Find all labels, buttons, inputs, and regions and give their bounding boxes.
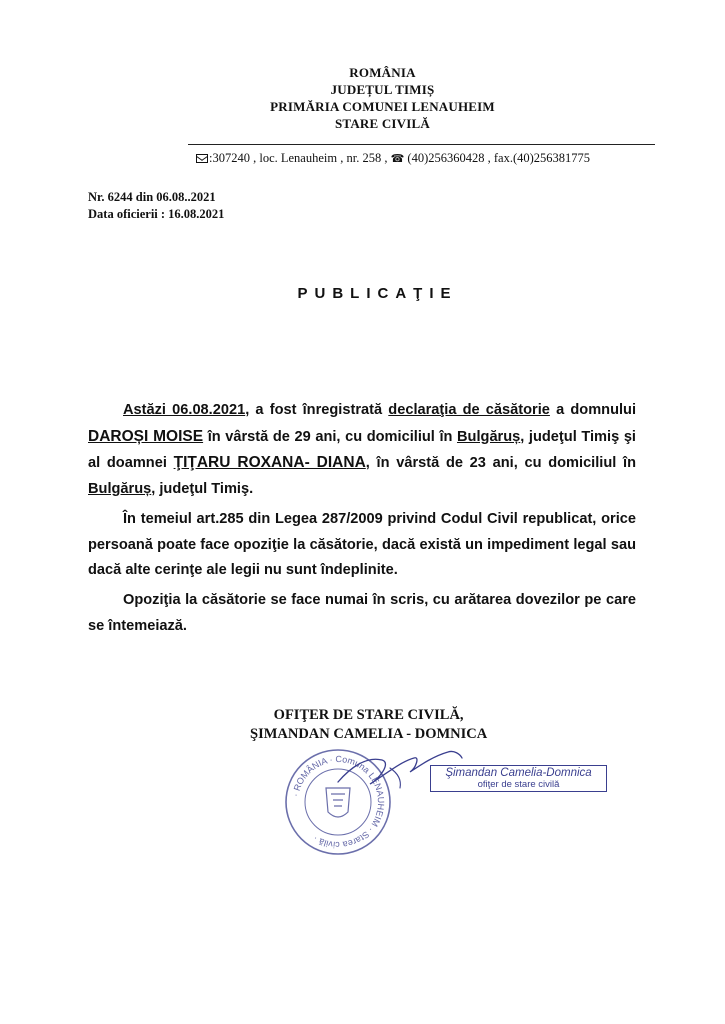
paragraph-legal-basis: În temeiul art.285 din Legea 287/2009 privind Codul Civil republicat, orice persoană poate face opoziţie la căsătorie, dacă există un impediment legal sau dacă alte cerinţe ale legii nu sunt îndeplinite.	[88, 510, 636, 579]
header-divider	[188, 144, 655, 145]
paragraph-declaration	[88, 398, 636, 503]
declaration-text: declaraţia de căsătorie	[388, 402, 550, 418]
text-fragment: , judeţul Timiş.	[151, 481, 254, 498]
header-county: JUDEȚUL TIMIȘ	[330, 82, 435, 97]
envelope-icon	[196, 154, 208, 163]
phone-fax: (40)256360428 , fax.(40)256381775	[404, 151, 591, 165]
text-fragment: a domnului	[549, 402, 637, 418]
ceremony-date: Data oficierii : 16.08.2021	[88, 207, 225, 221]
text-fragment: , în vârstă de 23 ani, cu domiciliul în	[365, 455, 636, 472]
officer-role: OFIŢER DE STARE CIVILĂ,	[273, 707, 464, 723]
stamp-name: Şimandan Camelia-Domnica	[445, 767, 592, 779]
officer-name: ŞIMANDAN CAMELIA - DOMNICA	[250, 726, 488, 742]
header-country: ROMÂNIA	[349, 65, 416, 80]
document-header	[0, 64, 725, 132]
paragraph-opposition: Opoziţia la căsătorie se face numai în scris, cu arătarea dovezilor pe care se întemeiază.	[88, 591, 636, 634]
seal-text: · ROMÂNIA · Comuna LENAUHEIM · Starea civilă ·	[290, 753, 387, 851]
registration-number: Nr. 6244 din 06.08..2021	[88, 190, 216, 204]
document-title: PUBLICAŢIE	[297, 285, 458, 302]
header-department: STARE CIVILĂ	[335, 116, 430, 131]
text-fragment: , judeţul Timiş şi al doamnei	[88, 428, 636, 472]
officer-stamp	[430, 765, 607, 792]
postal-address: :307240 , loc. Lenauheim , nr. 258 ,	[209, 151, 391, 165]
text-fragment: , a fost înregistrată	[245, 402, 389, 418]
document-body	[88, 398, 636, 639]
telephone-icon: ☎	[390, 152, 405, 165]
header-town-hall: PRIMĂRIA COMUNEI LENAUHEIM	[270, 99, 495, 114]
groom-locality: Bulgăruș	[457, 428, 521, 445]
groom-name: DAROȘI MOISE	[88, 427, 204, 445]
stamp-role: ofiţer de stare civilă	[477, 779, 560, 790]
text-fragment: în vârstă de 29 ani, cu domiciliul în	[203, 428, 458, 445]
registration-date-text: Astăzi 06.08.2021	[123, 402, 246, 418]
document-meta	[88, 189, 224, 223]
bride-name: ŢIŢARU ROXANA- DIANA	[173, 454, 366, 472]
contact-line	[196, 151, 590, 166]
bride-locality: Bulgăruș	[88, 481, 152, 498]
